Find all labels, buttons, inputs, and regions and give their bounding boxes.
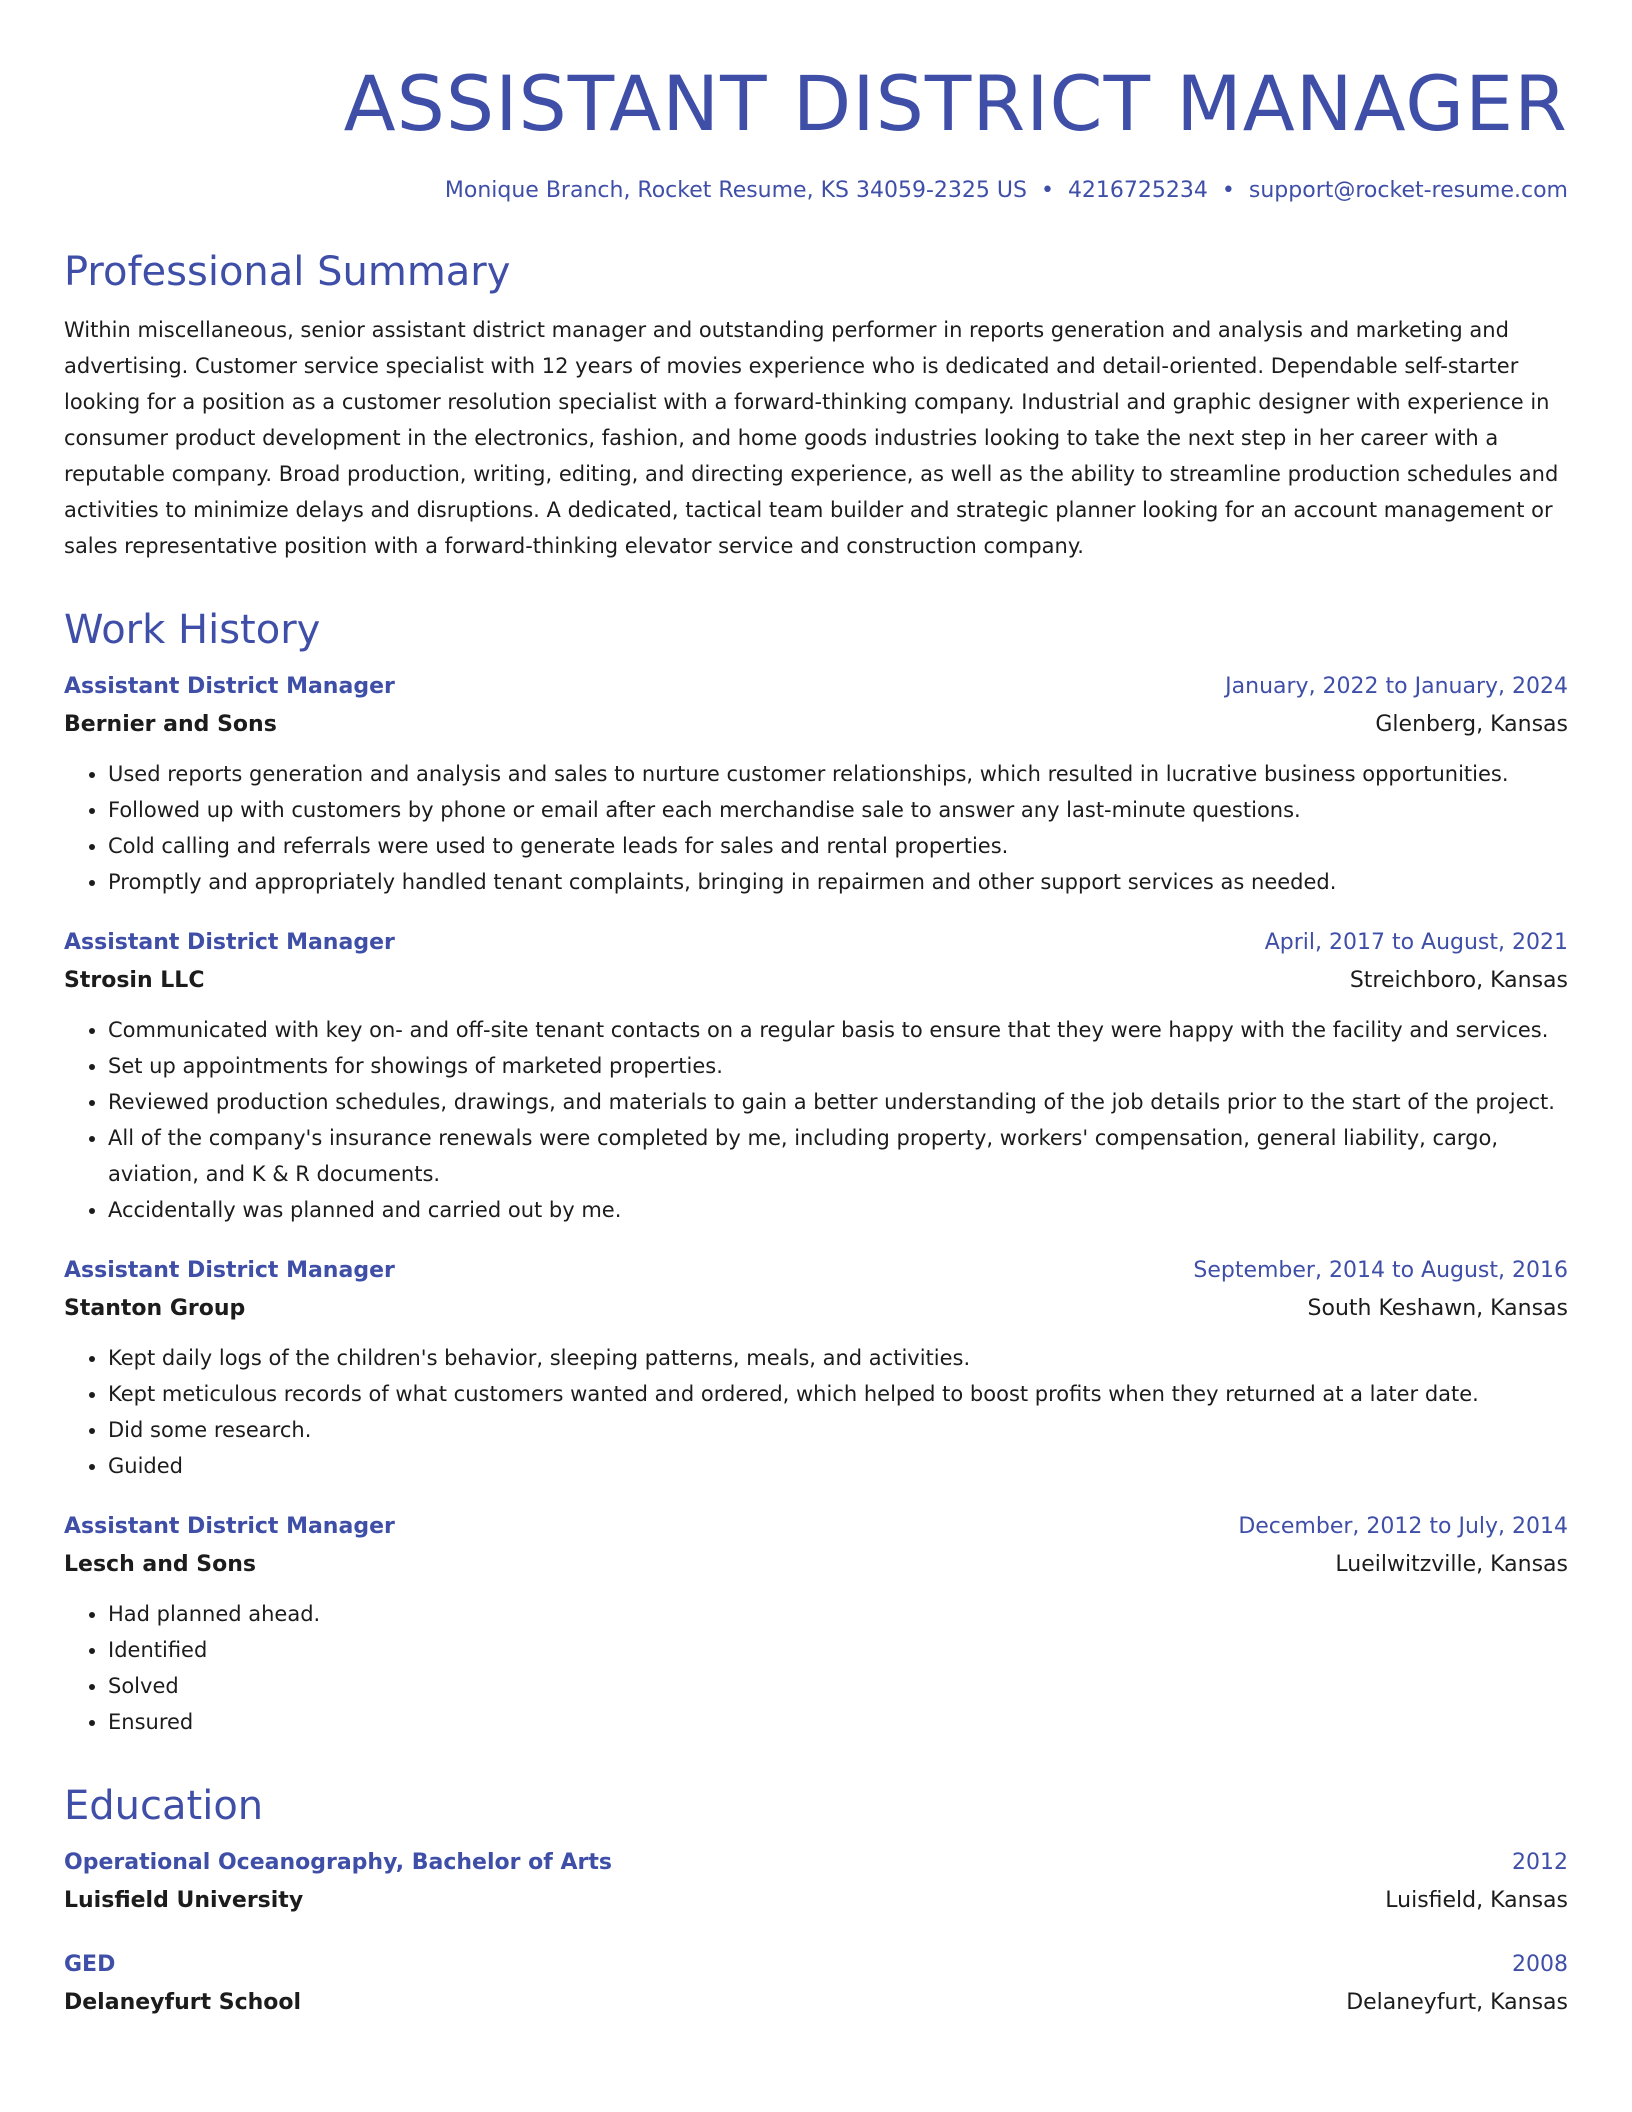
job-bullets (64, 1340, 1568, 1484)
education-degree: Operational Oceanography, Bachelor of Arts (64, 1850, 612, 1875)
summary-heading: Professional Summary (64, 249, 511, 295)
job-bullet: • Reviewed production schedules, drawings, and materials to gain a better understanding of the job details prior to the start of the project. (108, 1084, 1568, 1120)
job-entry (64, 1510, 1568, 1740)
education-location: Delaneyfurt, Kansas (1346, 1990, 1568, 2015)
job-bullet: • Promptly and appropriately handled tenant complaints, bringing in repairmen and other support services as needed. (108, 864, 1568, 900)
resume-title: ASSISTANT DISTRICT MANAGER (343, 59, 1568, 148)
education-entry (64, 1948, 1568, 2020)
job-location: Lueilwitzville, Kansas (1335, 1552, 1568, 1577)
job-bullet: • Accidentally was planned and carried out by me. (108, 1192, 1568, 1228)
job-bullet: • All of the company's insurance renewals were completed by me, including property, workers' compensation, general liability, cargo, aviation, and K & R documents. (108, 1120, 1568, 1192)
contact-line (64, 176, 1568, 206)
education-heading: Education (64, 1783, 264, 1829)
job-bullet: • Identified (108, 1632, 1568, 1668)
contact-phone: 4216725234 (1067, 178, 1208, 203)
job-title: Assistant District Manager (64, 930, 395, 955)
job-bullet: • Set up appointments for showings of marketed properties. (108, 1048, 1568, 1084)
job-bullets (64, 1012, 1568, 1228)
contact-separator: • (1221, 178, 1235, 203)
job-title: Assistant District Manager (64, 1514, 395, 1539)
job-company: Strosin LLC (64, 968, 205, 993)
job-entry (64, 1254, 1568, 1484)
job-bullet: • Communicated with key on- and off-site tenant contacts on a regular basis to ensure that they were happy with the facility and services. (108, 1012, 1568, 1048)
job-bullets (64, 1596, 1568, 1740)
job-company: Stanton Group (64, 1296, 246, 1321)
job-bullet: • Followed up with customers by phone or email after each merchandise sale to answer any last-minute questions. (108, 792, 1568, 828)
contact-email[interactable]: support@rocket-resume.com (1248, 178, 1568, 203)
job-dates: September, 2014 to August, 2016 (1193, 1258, 1568, 1283)
job-bullet: • Kept daily logs of the children's behavior, sleeping patterns, meals, and activities. (108, 1340, 1568, 1376)
job-bullet: • Solved (108, 1668, 1568, 1704)
job-bullet: • Used reports generation and analysis and sales to nurture customer relationships, which resulted in lucrative business opportunities. (108, 756, 1568, 792)
education-school: Luisfield University (64, 1888, 304, 1913)
job-bullet: • Did some research. (108, 1412, 1568, 1448)
education-year: 2008 (1512, 1952, 1568, 1977)
job-title: Assistant District Manager (64, 1258, 395, 1283)
job-bullet: • Kept meticulous records of what customers wanted and ordered, which helped to boost profits when they returned at a later date. (108, 1376, 1568, 1412)
job-company: Lesch and Sons (64, 1552, 257, 1577)
contact-separator: • (1040, 178, 1054, 203)
job-bullet: • Cold calling and referrals were used to generate leads for sales and rental properties. (108, 828, 1568, 864)
job-bullets (64, 756, 1568, 900)
job-entry (64, 926, 1568, 1228)
job-bullet: • Guided (108, 1448, 1568, 1484)
job-location: Streichboro, Kansas (1349, 968, 1568, 993)
job-dates: December, 2012 to July, 2014 (1238, 1514, 1568, 1539)
job-bullet: • Had planned ahead. (108, 1596, 1568, 1632)
job-title: Assistant District Manager (64, 674, 395, 699)
contact-address: Monique Branch, Rocket Resume, KS 34059-2325 US (444, 178, 1027, 203)
education-school: Delaneyfurt School (64, 1990, 302, 2015)
education-entry (64, 1846, 1568, 1918)
job-company: Bernier and Sons (64, 712, 277, 737)
job-location: Glenberg, Kansas (1375, 712, 1568, 737)
education-degree: GED (64, 1952, 116, 1977)
education-location: Luisfield, Kansas (1385, 1888, 1568, 1913)
job-dates: April, 2017 to August, 2021 (1264, 930, 1568, 955)
job-dates: January, 2022 to January, 2024 (1225, 674, 1568, 699)
job-bullet: • Ensured (108, 1704, 1568, 1740)
summary-text: Within miscellaneous, senior assistant district manager and outstanding performer in reports generation and analysis and marketing and advertising. Customer service specialist with 12 years of movies experience who is dedicated and detail-oriented. Dependable self-starter looking for a position as a customer resolution specialist with a forward-thinking company. Industrial and graphic designer with experience in consumer product development in the electronics, fashion, and home goods industries looking to take the next step in her career with a reputable company. Broad production, writing, editing, and directing experience, as well as the ability to streamline production schedules and activities to minimize delays and disruptions. A dedicated, tactical team builder and strategic planner looking for an account management or sales representative position with a forward-thinking elevator service and construction company. (64, 318, 1559, 558)
education-year: 2012 (1512, 1850, 1568, 1875)
work-history-heading: Work History (64, 607, 321, 653)
job-entry (64, 670, 1568, 900)
job-location: South Keshawn, Kansas (1307, 1296, 1568, 1321)
